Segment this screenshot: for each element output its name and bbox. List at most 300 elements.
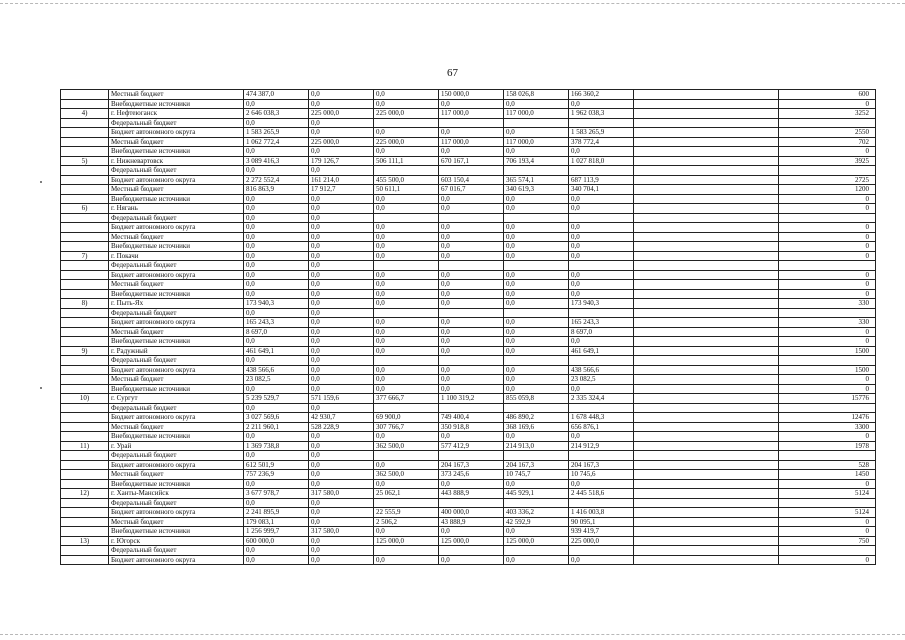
value-cell [634, 232, 779, 242]
scan-speck [40, 387, 42, 389]
row-label-cell: Внебюджетные источники [109, 99, 244, 109]
value-cell: 317 580,0 [309, 527, 374, 537]
value-cell: 600 000,0 [244, 536, 309, 546]
value-cell: 0,0 [374, 147, 439, 157]
table-row [61, 289, 876, 299]
value-cell: 0,0 [244, 99, 309, 109]
value-cell: 225 000,0 [309, 137, 374, 147]
value-cell: 0 [779, 527, 876, 537]
value-cell: 438 566,6 [569, 365, 634, 375]
value-cell: 0,0 [439, 270, 504, 280]
value-cell: 0,0 [309, 299, 374, 309]
row-label-cell: Бюджет автономного округа [109, 555, 244, 565]
value-cell: 0,0 [244, 242, 309, 252]
value-cell: 0,0 [374, 99, 439, 109]
table-row [61, 280, 876, 290]
value-cell: 0,0 [309, 498, 374, 508]
value-cell: 0,0 [309, 384, 374, 394]
value-cell: 150 000,0 [439, 90, 504, 100]
value-cell: 0,0 [504, 327, 569, 337]
value-cell: 0,0 [309, 118, 374, 128]
value-cell: 0,0 [504, 147, 569, 157]
value-cell: 0,0 [309, 337, 374, 347]
row-number-cell: 7) [61, 251, 109, 261]
value-cell: 0,0 [244, 232, 309, 242]
row-number-cell [61, 128, 109, 138]
value-cell: 0,0 [504, 346, 569, 356]
value-cell: 225 000,0 [374, 109, 439, 119]
value-cell: 0,0 [504, 337, 569, 347]
value-cell: 5124 [779, 508, 876, 518]
table-row [61, 337, 876, 347]
value-cell: 225 000,0 [569, 536, 634, 546]
value-cell: 0,0 [504, 432, 569, 442]
value-cell: 69 900,0 [374, 413, 439, 423]
value-cell [374, 356, 439, 366]
value-cell: 0,0 [374, 270, 439, 280]
value-cell [634, 527, 779, 537]
row-label-cell: Федеральный бюджет [109, 403, 244, 413]
value-cell [569, 403, 634, 413]
value-cell: 0,0 [439, 299, 504, 309]
value-cell: 0,0 [374, 432, 439, 442]
value-cell: 0,0 [309, 536, 374, 546]
table-row [61, 137, 876, 147]
value-cell: 0,0 [309, 194, 374, 204]
value-cell: 0,0 [244, 555, 309, 565]
value-cell: 443 888,9 [439, 489, 504, 499]
value-cell: 0,0 [374, 337, 439, 347]
value-cell: 161 214,0 [309, 175, 374, 185]
value-cell: 749 400,4 [439, 413, 504, 423]
value-cell: 0 [779, 432, 876, 442]
value-cell: 1 027 818,0 [569, 156, 634, 166]
table-row [61, 451, 876, 461]
value-cell [634, 289, 779, 299]
value-cell: 90 095,1 [569, 517, 634, 527]
value-cell [504, 308, 569, 318]
row-number-cell [61, 232, 109, 242]
value-cell: 1978 [779, 441, 876, 451]
value-cell: 204 167,3 [504, 460, 569, 470]
row-number-cell [61, 147, 109, 157]
value-cell [634, 147, 779, 157]
value-cell: 0,0 [244, 451, 309, 461]
value-cell: 486 890,2 [504, 413, 569, 423]
value-cell [439, 498, 504, 508]
value-cell [634, 270, 779, 280]
row-number-cell [61, 470, 109, 480]
row-label-cell: Местный бюджет [109, 280, 244, 290]
value-cell: 702 [779, 137, 876, 147]
value-cell: 378 772,4 [569, 137, 634, 147]
value-cell: 612 501,9 [244, 460, 309, 470]
value-cell: 445 929,1 [504, 489, 569, 499]
value-cell [634, 118, 779, 128]
value-cell: 0,0 [439, 232, 504, 242]
value-cell: 0,0 [439, 147, 504, 157]
row-number-cell [61, 118, 109, 128]
value-cell: 0 [779, 289, 876, 299]
value-cell [634, 546, 779, 556]
value-cell [634, 356, 779, 366]
value-cell: 1450 [779, 470, 876, 480]
value-cell: 0,0 [309, 470, 374, 480]
value-cell: 165 243,3 [244, 318, 309, 328]
table-row [61, 166, 876, 176]
value-cell: 0 [779, 194, 876, 204]
row-number-cell [61, 99, 109, 109]
value-cell: 42 592,9 [504, 517, 569, 527]
value-cell [634, 280, 779, 290]
row-label-cell: Федеральный бюджет [109, 498, 244, 508]
value-cell: 0,0 [309, 232, 374, 242]
value-cell: 528 228,9 [309, 422, 374, 432]
value-cell [634, 394, 779, 404]
table-row [61, 147, 876, 157]
value-cell: 0,0 [374, 289, 439, 299]
value-cell [634, 508, 779, 518]
row-label-cell: Внебюджетные источники [109, 527, 244, 537]
value-cell: 0,0 [504, 280, 569, 290]
value-cell: 166 360,2 [569, 90, 634, 100]
table-row [61, 318, 876, 328]
row-label-cell: г. Нижневартовск [109, 156, 244, 166]
value-cell [374, 451, 439, 461]
value-cell: 125 000,0 [439, 536, 504, 546]
row-number-cell: 10) [61, 394, 109, 404]
value-cell: 0,0 [439, 384, 504, 394]
value-cell: 0,0 [244, 251, 309, 261]
table-row [61, 109, 876, 119]
value-cell: 365 574,1 [504, 175, 569, 185]
table-row [61, 527, 876, 537]
value-cell: 0,0 [309, 270, 374, 280]
value-cell: 939 419,7 [569, 527, 634, 537]
value-cell: 0,0 [309, 99, 374, 109]
value-cell [634, 99, 779, 109]
row-number-cell [61, 508, 109, 518]
value-cell: 0,0 [309, 223, 374, 233]
value-cell [634, 489, 779, 499]
value-cell: 0 [779, 555, 876, 565]
value-cell: 317 580,0 [309, 489, 374, 499]
value-cell [634, 308, 779, 318]
value-cell [569, 546, 634, 556]
value-cell: 1 062 772,4 [244, 137, 309, 147]
row-label-cell: г. Югорск [109, 536, 244, 546]
value-cell: 225 000,0 [374, 137, 439, 147]
value-cell [634, 194, 779, 204]
value-cell: 0,0 [244, 403, 309, 413]
table-row [61, 508, 876, 518]
table-row [61, 441, 876, 451]
row-number-cell [61, 460, 109, 470]
row-number-cell [61, 337, 109, 347]
table-row [61, 156, 876, 166]
value-cell: 0,0 [439, 251, 504, 261]
value-cell: 0,0 [309, 451, 374, 461]
table-row [61, 365, 876, 375]
value-cell: 10 745,6 [569, 470, 634, 480]
row-label-cell: г. Покачи [109, 251, 244, 261]
table-row [61, 375, 876, 385]
row-number-cell [61, 498, 109, 508]
row-number-cell: 6) [61, 204, 109, 214]
value-cell [569, 166, 634, 176]
value-cell: 0 [779, 147, 876, 157]
value-cell: 1 583 265,9 [244, 128, 309, 138]
value-cell: 0,0 [244, 546, 309, 556]
value-cell [634, 365, 779, 375]
value-cell: 125 000,0 [504, 536, 569, 546]
row-number-cell [61, 432, 109, 442]
row-number-cell [61, 555, 109, 565]
value-cell: 750 [779, 536, 876, 546]
row-label-cell: Местный бюджет [109, 375, 244, 385]
row-label-cell: Внебюджетные источники [109, 289, 244, 299]
row-label-cell: Федеральный бюджет [109, 166, 244, 176]
row-number-cell: 9) [61, 346, 109, 356]
row-number-cell [61, 479, 109, 489]
value-cell: 0,0 [569, 232, 634, 242]
value-cell [374, 213, 439, 223]
row-number-cell [61, 213, 109, 223]
row-label-cell: Бюджет автономного округа [109, 365, 244, 375]
value-cell: 0 [779, 327, 876, 337]
value-cell [374, 166, 439, 176]
row-label-cell: Бюджет автономного округа [109, 270, 244, 280]
value-cell: 340 704,1 [569, 185, 634, 195]
value-cell: 0 [779, 270, 876, 280]
value-cell [569, 451, 634, 461]
value-cell: 0 [779, 384, 876, 394]
table-row [61, 299, 876, 309]
value-cell [634, 90, 779, 100]
value-cell: 2 445 518,6 [569, 489, 634, 499]
value-cell [634, 460, 779, 470]
row-label-cell: Местный бюджет [109, 137, 244, 147]
value-cell: 0 [779, 204, 876, 214]
value-cell: 0,0 [374, 223, 439, 233]
value-cell [504, 356, 569, 366]
table-row [61, 422, 876, 432]
table-row [61, 356, 876, 366]
table-row [61, 232, 876, 242]
value-cell: 0,0 [244, 118, 309, 128]
value-cell: 455 500,0 [374, 175, 439, 185]
row-label-cell: Местный бюджет [109, 185, 244, 195]
value-cell: 0 [779, 251, 876, 261]
value-cell [634, 128, 779, 138]
row-number-cell [61, 327, 109, 337]
table-row [61, 261, 876, 271]
value-cell: 0,0 [244, 223, 309, 233]
value-cell: 50 611,1 [374, 185, 439, 195]
value-cell: 8 697,0 [244, 327, 309, 337]
row-label-cell: Внебюджетные источники [109, 337, 244, 347]
value-cell: 0,0 [309, 546, 374, 556]
value-cell [634, 109, 779, 119]
value-cell [634, 318, 779, 328]
value-cell [634, 403, 779, 413]
value-cell: 0,0 [439, 128, 504, 138]
value-cell: 5124 [779, 489, 876, 499]
value-cell [779, 308, 876, 318]
value-cell: 461 649,1 [244, 346, 309, 356]
value-cell: 117 000,0 [439, 137, 504, 147]
value-cell: 0,0 [439, 99, 504, 109]
row-number-cell [61, 527, 109, 537]
value-cell: 757 236,9 [244, 470, 309, 480]
value-cell: 0 [779, 517, 876, 527]
value-cell: 0,0 [504, 251, 569, 261]
value-cell: 400 000,0 [439, 508, 504, 518]
value-cell: 179 126,7 [309, 156, 374, 166]
value-cell: 816 863,9 [244, 185, 309, 195]
value-cell: 362 500,0 [374, 441, 439, 451]
value-cell [634, 413, 779, 423]
value-cell: 0,0 [569, 99, 634, 109]
table-row [61, 204, 876, 214]
value-cell: 0,0 [374, 232, 439, 242]
table-row [61, 118, 876, 128]
row-number-cell [61, 318, 109, 328]
table-row [61, 470, 876, 480]
row-label-cell: Внебюджетные источники [109, 479, 244, 489]
table-row [61, 90, 876, 100]
value-cell: 1200 [779, 185, 876, 195]
table-row [61, 327, 876, 337]
value-cell [634, 375, 779, 385]
value-cell: 204 167,3 [439, 460, 504, 470]
value-cell: 0,0 [504, 242, 569, 252]
value-cell [634, 517, 779, 527]
scan-edge-bottom [0, 634, 905, 635]
value-cell: 0,0 [569, 479, 634, 489]
value-cell [439, 403, 504, 413]
value-cell: 0,0 [309, 508, 374, 518]
value-cell: 0,0 [309, 251, 374, 261]
value-cell: 0,0 [309, 147, 374, 157]
row-number-cell [61, 308, 109, 318]
value-cell [504, 403, 569, 413]
row-number-cell: 4) [61, 109, 109, 119]
value-cell: 10 745,7 [504, 470, 569, 480]
row-label-cell: Местный бюджет [109, 90, 244, 100]
value-cell: 0,0 [569, 204, 634, 214]
value-cell [634, 384, 779, 394]
scan-edge-top [0, 3, 905, 4]
row-label-cell: г. Ханты-Мансийск [109, 489, 244, 499]
row-label-cell: г. Сургут [109, 394, 244, 404]
budget-table [60, 89, 876, 565]
value-cell: 158 026,8 [504, 90, 569, 100]
value-cell [439, 261, 504, 271]
value-cell: 2 506,2 [374, 517, 439, 527]
value-cell [779, 356, 876, 366]
table-row [61, 251, 876, 261]
value-cell [779, 498, 876, 508]
value-cell [634, 185, 779, 195]
value-cell: 43 888,9 [439, 517, 504, 527]
value-cell: 0,0 [569, 251, 634, 261]
table-row [61, 489, 876, 499]
value-cell: 0,0 [244, 356, 309, 366]
value-cell: 0,0 [439, 346, 504, 356]
value-cell: 571 159,6 [309, 394, 374, 404]
value-cell [504, 213, 569, 223]
value-cell: 0,0 [439, 365, 504, 375]
value-cell: 0,0 [504, 289, 569, 299]
row-label-cell: Внебюджетные источники [109, 147, 244, 157]
value-cell: 0 [779, 223, 876, 233]
row-label-cell: Федеральный бюджет [109, 261, 244, 271]
row-label-cell: г. Радужный [109, 346, 244, 356]
value-cell: 0,0 [309, 166, 374, 176]
value-cell [569, 118, 634, 128]
value-cell: 1 416 003,8 [569, 508, 634, 518]
row-label-cell: Местный бюджет [109, 232, 244, 242]
value-cell: 22 555,9 [374, 508, 439, 518]
table-row [61, 242, 876, 252]
value-cell: 0,0 [374, 204, 439, 214]
value-cell: 0,0 [504, 479, 569, 489]
row-label-cell: Внебюджетные источники [109, 194, 244, 204]
row-number-cell [61, 261, 109, 271]
value-cell: 0,0 [569, 194, 634, 204]
value-cell [634, 432, 779, 442]
value-cell: 0,0 [439, 375, 504, 385]
value-cell: 0,0 [504, 299, 569, 309]
value-cell: 656 876,1 [569, 422, 634, 432]
row-number-cell [61, 175, 109, 185]
value-cell [779, 403, 876, 413]
value-cell [569, 213, 634, 223]
value-cell: 0 [779, 375, 876, 385]
row-number-cell [61, 422, 109, 432]
value-cell: 0,0 [244, 337, 309, 347]
value-cell: 0,0 [374, 242, 439, 252]
value-cell: 0,0 [309, 460, 374, 470]
value-cell: 0,0 [374, 384, 439, 394]
value-cell: 0,0 [309, 356, 374, 366]
value-cell: 0,0 [569, 223, 634, 233]
row-label-cell: г. Урай [109, 441, 244, 451]
value-cell [634, 137, 779, 147]
value-cell: 330 [779, 299, 876, 309]
value-cell: 0,0 [309, 280, 374, 290]
value-cell: 1 256 999,7 [244, 527, 309, 537]
value-cell: 165 243,3 [569, 318, 634, 328]
value-cell: 0,0 [439, 318, 504, 328]
value-cell [504, 261, 569, 271]
row-number-cell: 5) [61, 156, 109, 166]
value-cell: 0,0 [439, 289, 504, 299]
value-cell [634, 337, 779, 347]
value-cell: 307 766,7 [374, 422, 439, 432]
value-cell: 1500 [779, 346, 876, 356]
value-cell: 0,0 [374, 318, 439, 328]
value-cell: 0,0 [309, 318, 374, 328]
value-cell: 0,0 [374, 346, 439, 356]
value-cell: 377 666,7 [374, 394, 439, 404]
table-row [61, 479, 876, 489]
value-cell: 0 [779, 242, 876, 252]
value-cell [504, 118, 569, 128]
row-number-cell [61, 270, 109, 280]
table-row [61, 460, 876, 470]
